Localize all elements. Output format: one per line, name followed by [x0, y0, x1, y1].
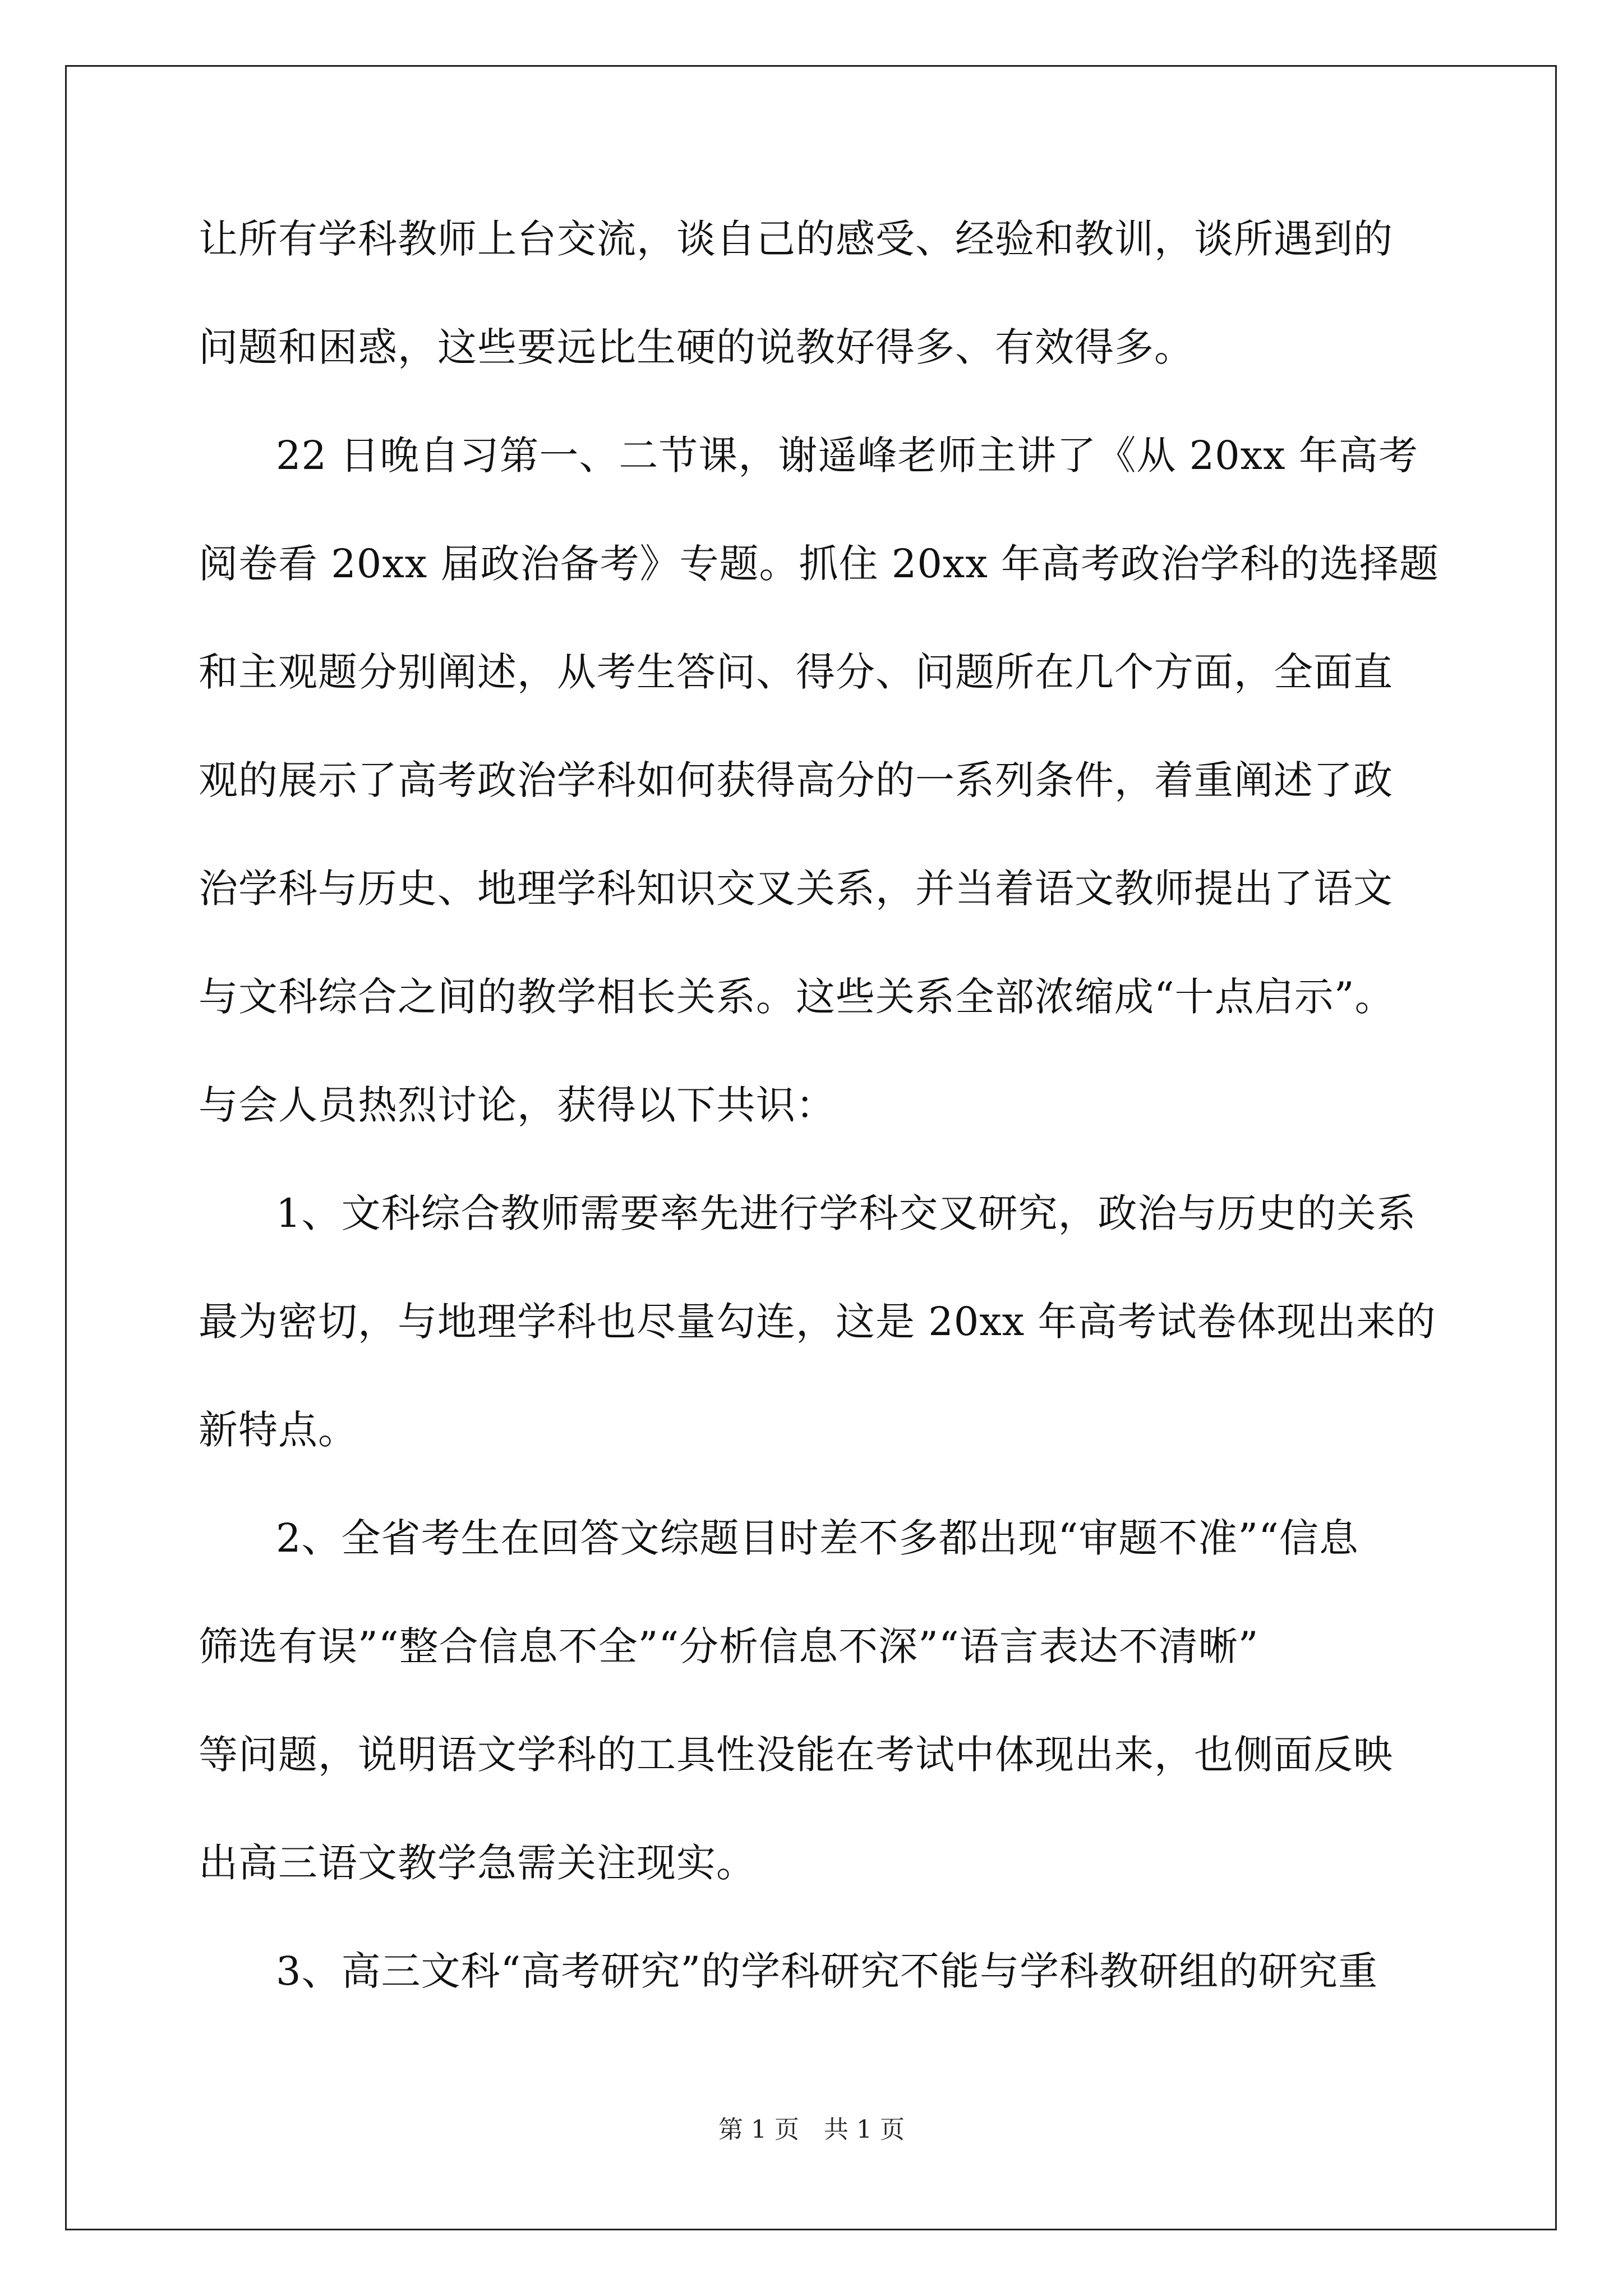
text-line: 3、高三文科“高考研究”的学科研究不能与学科教研组的研究重 [276, 1948, 1378, 1994]
text-line: 与文科综合之间的教学相长关系。这些关系全部浓缩成“十点启示”。 [199, 974, 1395, 1020]
text-line: 2、全省考生在回答文综题目时差不多都出现“审题不准”“信息 [276, 1515, 1359, 1561]
text-line: 最为密切，与地理学科也尽量勾连，这是 20xx 年高考试卷体现出来的 [199, 1299, 1436, 1345]
text-line: 观的展示了高考政治学科如何获得高分的一系列条件，着重阐述了政 [199, 757, 1393, 803]
page-footer: 第 1 页 共 1 页 [718, 2115, 905, 2144]
text-line: 让所有学科教师上台交流，谈自己的感受、经验和教训，谈所遇到的 [199, 216, 1393, 262]
text-line: 1、文科综合教师需要率先进行学科交叉研究，政治与历史的关系 [276, 1190, 1417, 1236]
page-border [65, 65, 1557, 2230]
text-line: 新特点。 [199, 1407, 358, 1453]
text-line: 和主观题分别阐述，从考生答问、得分、问题所在几个方面，全面直 [199, 649, 1393, 695]
text-line: 治学科与历史、地理学科知识交叉关系，并当着语文教师提出了语文 [199, 866, 1393, 912]
text-line: 筛选有误”“整合信息不全”“分析信息不深”“语言表达不清晰” [199, 1623, 1259, 1669]
text-line: 阅卷看 20xx 届政治备考》专题。抓住 20xx 年高考政治学科的选择题 [199, 541, 1440, 587]
text-line: 出高三语文教学急需关注现实。 [199, 1840, 756, 1886]
text-line: 问题和困惑，这些要远比生硬的说教好得多、有效得多。 [199, 324, 1194, 370]
text-line: 与会人员热烈讨论，获得以下共识： [199, 1082, 836, 1128]
text-line: 22 日晚自习第一、二节课，谢遥峰老师主讲了《从 20xx 年高考 [276, 432, 1418, 478]
text-line: 等问题，说明语文学科的工具性没能在考试中体现出来，也侧面反映 [199, 1732, 1393, 1778]
